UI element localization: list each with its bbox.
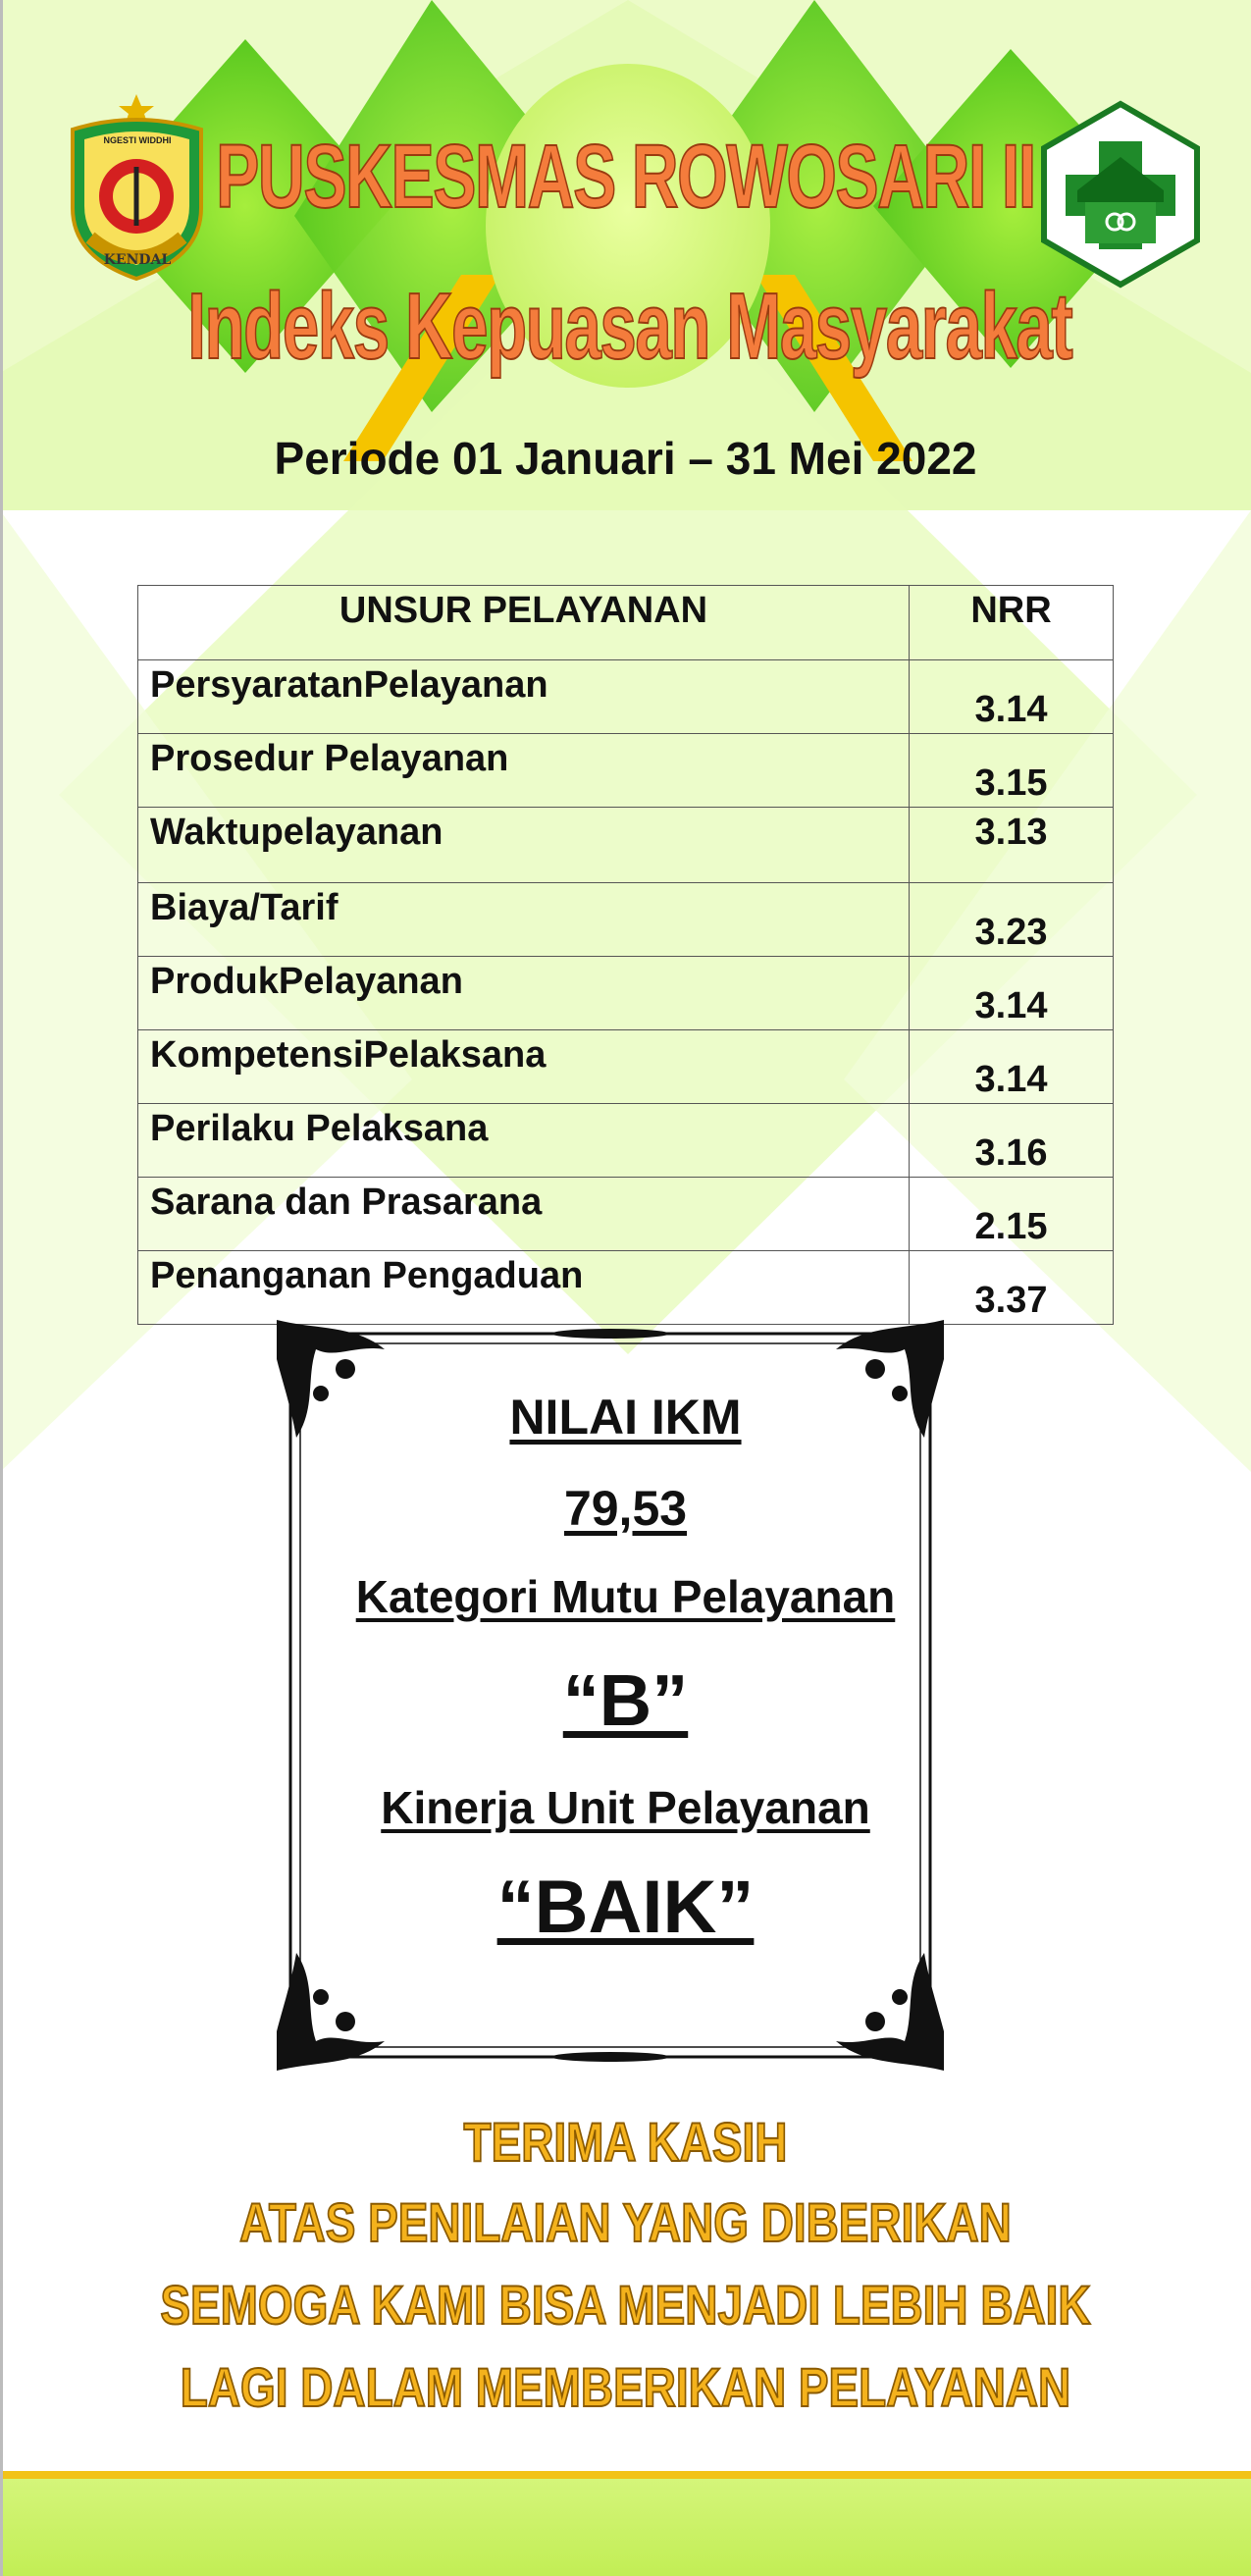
nilai-ikm-label: NILAI IKM: [509, 1390, 742, 1445]
kategori-label: Kategori Mutu Pelayanan: [355, 1571, 896, 1622]
table-row: [138, 1251, 1114, 1325]
closing-line-2: ATAS PENILAIAN YANG DIBERIKAN: [239, 2191, 1012, 2253]
table-row: [138, 734, 1114, 808]
closing-line-1: TERIMA KASIH: [463, 2111, 788, 2173]
kategori-value: “B”: [562, 1659, 689, 1741]
periode-text: Periode 01 Januari – 31 Mei 2022: [274, 433, 977, 484]
closing-line-4: LAGI DALAM MEMBERIKAN PELAYANAN: [180, 2356, 1071, 2418]
nrr-cell: 3.23: [910, 883, 1114, 957]
table-row: [138, 1030, 1114, 1104]
nrr-table: [137, 585, 1114, 1325]
unsur-cell: KompetensiPelaksana: [138, 1030, 910, 1104]
nrr-cell: 3.15: [910, 734, 1114, 808]
left-logo-text: NGESTI WIDDHI: [103, 135, 172, 145]
unsur-cell: Prosedur Pelayanan: [138, 734, 910, 808]
page-subtitle: Indeks Kepuasan Masyarakat: [187, 274, 1072, 379]
nilai-ikm-value: 79,53: [563, 1481, 688, 1536]
page-title: PUSKESMAS ROWOSARI II: [216, 127, 1035, 227]
table-row: [138, 957, 1114, 1030]
nrr-cell: 3.13: [910, 808, 1114, 883]
nrr-cell: 3.14: [910, 957, 1114, 1030]
unsur-cell: ProdukPelayanan: [138, 957, 910, 1030]
unsur-cell: Perilaku Pelaksana: [138, 1104, 910, 1178]
column-header-unsur: UNSUR PELAYANAN: [138, 586, 910, 660]
table-row: [138, 1178, 1114, 1251]
unsur-cell: Biaya/Tarif: [138, 883, 910, 957]
nrr-cell: 3.14: [910, 660, 1114, 734]
unsur-cell: Penanganan Pengaduan: [138, 1251, 910, 1325]
table-row: [138, 883, 1114, 957]
unsur-cell: PersyaratanPelayanan: [138, 660, 910, 734]
nrr-cell: 3.16: [910, 1104, 1114, 1178]
column-header-nrr: NRR: [910, 586, 1114, 660]
unsur-cell: Waktupelayanan: [138, 808, 910, 883]
unsur-cell: Sarana dan Prasarana: [138, 1178, 910, 1251]
nrr-cell: 3.37: [910, 1251, 1114, 1325]
table-row: [138, 808, 1114, 883]
kinerja-value: “BAIK”: [496, 1866, 755, 1949]
table-header-row: [138, 586, 1114, 660]
nrr-cell: 2.15: [910, 1178, 1114, 1251]
left-logo-bottom: KENDAL: [103, 252, 172, 268]
nrr-cell: 3.14: [910, 1030, 1114, 1104]
table-row: [138, 1104, 1114, 1178]
closing-line-3: SEMOGA KAMI BISA MENJADI LEBIH BAIK: [160, 2274, 1091, 2336]
table-row: [138, 660, 1114, 734]
kinerja-label: Kinerja Unit Pelayanan: [381, 1782, 870, 1833]
